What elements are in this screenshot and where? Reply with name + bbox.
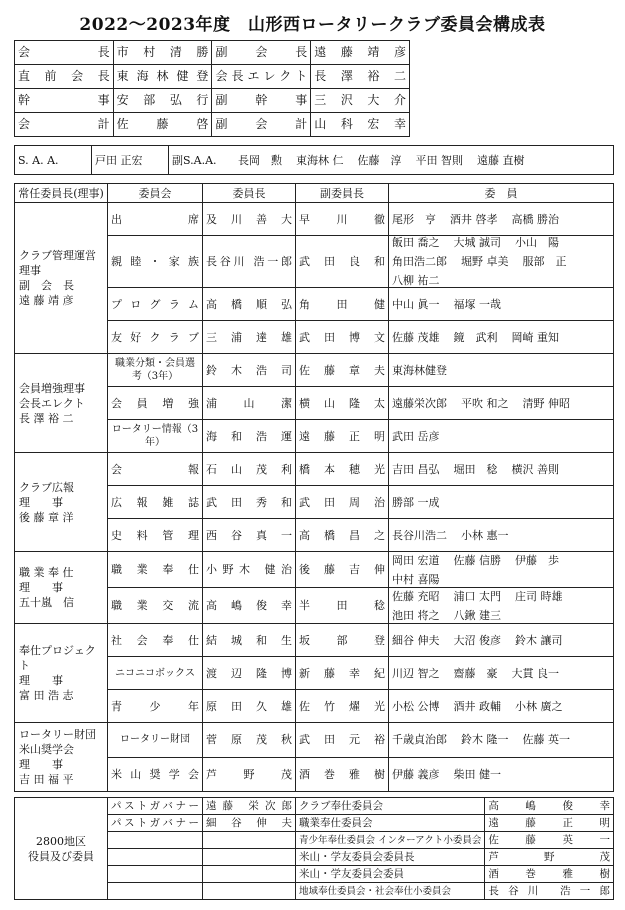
member-name: 平吹 和之 <box>461 396 509 410</box>
officer-role: 副会計 <box>212 113 311 137</box>
member-name: 千歳貞治郎 <box>392 733 447 747</box>
header-head: 委員長 <box>203 184 296 203</box>
member-name: 酒井 啓孝 <box>450 212 498 226</box>
chair-line: クラブ広報 <box>19 480 74 494</box>
committee-members <box>389 757 614 792</box>
district-name <box>203 883 296 900</box>
committee-row <box>15 723 614 758</box>
district-label <box>15 798 108 900</box>
officer-name: 東海林健登 <box>113 65 212 89</box>
committee-head: 高嶋俊幸 <box>203 588 296 624</box>
saa-chief: 戸田 正宏 <box>92 146 169 175</box>
member-list <box>392 667 610 680</box>
member-name: 小山 陽 <box>515 236 559 249</box>
member-name: 遠藤栄次郎 <box>392 396 447 410</box>
committee-vice: 武田周治 <box>296 486 389 519</box>
committee-name: 会員増強 <box>108 387 203 420</box>
committee-name: 会報 <box>108 453 203 486</box>
member-list <box>392 700 610 713</box>
committee-name: 史料管理 <box>108 519 203 552</box>
chair-cell <box>15 723 108 792</box>
district-committee: クラブ奉仕委員会 <box>296 798 485 815</box>
chair-cell <box>15 624 108 723</box>
district-title <box>108 832 203 849</box>
member-list <box>392 213 610 226</box>
officer-row <box>15 41 410 65</box>
saa-vice-members <box>235 146 614 175</box>
committee-name: ロータリー情報（3年） <box>108 420 203 453</box>
chair-cell <box>15 453 108 552</box>
committee-row <box>15 354 614 387</box>
member-name: 鈴木 讓司 <box>515 633 563 647</box>
district-person: 高嶋俊幸 <box>485 798 614 815</box>
committee-head: 芦野茂 <box>203 757 296 792</box>
chair-cell <box>15 203 108 354</box>
district-row <box>15 798 614 815</box>
district-title <box>108 883 203 900</box>
member-name: 堀田 稔 <box>453 462 498 476</box>
saa-vice-name: 平田 智則 <box>415 153 463 167</box>
district-name <box>203 849 296 866</box>
committee-vice: 武田博文 <box>296 321 389 354</box>
district-name <box>203 832 296 849</box>
chair-line: 副 会 長 <box>19 279 74 292</box>
header-members: 委 員 <box>389 184 614 203</box>
committee-vice: 横山隆太 <box>296 387 389 420</box>
officer-role: 幹事 <box>15 89 114 113</box>
member-list <box>392 364 610 377</box>
committee-vice: 高橋昌之 <box>296 519 389 552</box>
officer-role: 副会長 <box>212 41 311 65</box>
district-committee: 米山・学友委員会委員 <box>296 866 485 883</box>
committee-members <box>389 354 614 387</box>
committee-head: 渡辺隆博 <box>203 657 296 690</box>
committee-vice: 佐藤章夫 <box>296 354 389 387</box>
district-title <box>108 866 203 883</box>
district-person: 遠藤正明 <box>485 815 614 832</box>
committee-name: 広報雑誌 <box>108 486 203 519</box>
page-title: 2022～2023年度 山形西ロータリークラブ委員会構成表 <box>79 15 546 35</box>
committee-vice: 武田良和 <box>296 236 389 288</box>
member-name: 鏡 武利 <box>453 330 498 344</box>
committee-head: 菅原茂秋 <box>203 723 296 758</box>
member-list <box>392 463 610 476</box>
committee-vice: 半田稔 <box>296 588 389 624</box>
committee-members <box>389 588 614 624</box>
committee-table <box>14 183 614 792</box>
officer-role: 直前会長 <box>15 65 114 89</box>
officer-row <box>15 89 410 113</box>
officer-name: 安部弘行 <box>113 89 212 113</box>
member-name: 勝部 一成 <box>392 495 440 509</box>
member-name: 小林 惠一 <box>461 528 509 542</box>
chair-line: 会員増強理事 <box>19 381 85 395</box>
member-name: 中村 喜陽 <box>392 572 440 586</box>
chair-line: 理 事 <box>19 674 63 687</box>
district-name <box>203 866 296 883</box>
committee-head: 石山茂利 <box>203 453 296 486</box>
committee-members <box>389 657 614 690</box>
member-name: 細谷 伸夫 <box>392 633 440 647</box>
member-name: 川辺 智之 <box>392 666 440 680</box>
member-name: 角田浩二郎 <box>392 255 447 268</box>
committee-members <box>389 236 614 288</box>
member-name: 大貫 良一 <box>511 666 559 680</box>
committee-head: 西谷真一 <box>203 519 296 552</box>
saa-vice-label: 副S.A.A. <box>169 146 236 175</box>
committee-members <box>389 552 614 588</box>
committee-name: 職業交流 <box>108 588 203 624</box>
member-name: 大城 誠司 <box>453 236 501 249</box>
member-name: 吉田 昌弘 <box>392 462 440 476</box>
committee-head: 原田久雄 <box>203 690 296 723</box>
district-committee: 職業奉仕委員会 <box>296 815 485 832</box>
committee-vice: 遠藤正明 <box>296 420 389 453</box>
committee-head: 結城和生 <box>203 624 296 657</box>
committee-name: 職業奉仕 <box>108 552 203 588</box>
officer-role: 会長 <box>15 41 114 65</box>
officers-table <box>14 40 410 137</box>
chair-line: 理 事 <box>19 758 63 771</box>
committee-members <box>389 453 614 486</box>
officer-name: 遠藤靖彦 <box>311 41 410 65</box>
member-name: 鈴木 隆一 <box>461 733 509 747</box>
member-name: 池田 将之 <box>392 608 440 622</box>
committee-head: 武田秀和 <box>203 486 296 519</box>
committee-members <box>389 321 614 354</box>
member-name: 岡田 宏道 <box>392 553 440 567</box>
committee-members <box>389 624 614 657</box>
committee-row <box>15 203 614 236</box>
member-name: 尾形 亨 <box>392 212 436 226</box>
member-list <box>392 331 610 344</box>
member-name: 大沼 俊彦 <box>453 633 501 647</box>
saa-label: S. A. A. <box>18 153 59 167</box>
member-name: 佐藤 充昭 <box>392 589 440 603</box>
saa-vice-name: 長岡 勲 <box>238 153 282 167</box>
member-name: 飯田 喬之 <box>392 236 440 249</box>
member-name: 佐藤 英一 <box>522 733 570 747</box>
member-name: 高橋 勝治 <box>511 212 559 226</box>
chair-line: 五十嵐 信 <box>19 596 74 609</box>
member-list <box>392 430 610 443</box>
member-list <box>392 590 610 622</box>
officer-name: 佐藤啓 <box>113 113 212 137</box>
member-name: 服部 正 <box>522 255 567 268</box>
chair-line: クラブ管理運営理事 <box>19 249 96 277</box>
member-name: 堀野 卓美 <box>461 255 509 268</box>
committee-vice: 後藤吉伸 <box>296 552 389 588</box>
header-chair: 常任委員長(理事) <box>15 184 108 203</box>
member-name: 八鍬 建三 <box>453 608 501 622</box>
committee-members <box>389 519 614 552</box>
committee-members <box>389 723 614 758</box>
member-list <box>392 529 610 542</box>
committee-head: 鈴木浩司 <box>203 354 296 387</box>
member-name: 佐藤 信勝 <box>453 553 501 567</box>
officer-role: 会計 <box>15 113 114 137</box>
chair-cell <box>15 354 108 453</box>
chair-line: 奉仕プロジェクト <box>19 644 96 672</box>
committee-row <box>15 624 614 657</box>
chair-cell <box>15 552 108 624</box>
saa-table <box>14 145 614 175</box>
member-list <box>392 298 610 311</box>
committee-vice: 酒巻雅樹 <box>296 757 389 792</box>
member-name: 中山 眞一 <box>392 297 440 311</box>
committee-head: 浦山潔 <box>203 387 296 420</box>
member-name: 福塚 一哉 <box>453 297 501 311</box>
district-label-line: 役員及び委員 <box>28 849 94 863</box>
district-person: 佐藤英一 <box>485 832 614 849</box>
chair-line: 理 事 <box>19 581 63 594</box>
committee-row <box>15 453 614 486</box>
chair-line: 吉 田 福 平 <box>19 773 74 786</box>
district-committee: 米山・学友委員会委員長 <box>296 849 485 866</box>
saa-vice-name: 東海林 仁 <box>296 153 344 167</box>
member-list <box>392 397 610 410</box>
header-vice: 副委員長 <box>296 184 389 203</box>
district-name: 遠藤 栄次郎 <box>203 798 296 815</box>
member-list <box>392 634 610 647</box>
district-committee: 青少年奉仕委員会 インターアクト小委員会 <box>296 832 485 849</box>
chair-line: 後 藤 章 洋 <box>19 510 74 524</box>
committee-members <box>389 387 614 420</box>
chair-line: 理 事 <box>19 495 63 509</box>
member-name: 伊藤 義彦 <box>392 767 440 781</box>
chair-line: 会長エレクト <box>19 396 85 410</box>
committee-vice: 新藤幸紀 <box>296 657 389 690</box>
officer-name: 山科宏幸 <box>311 113 410 137</box>
district-person: 酒巻雅樹 <box>485 866 614 883</box>
chair-line: 富 田 浩 志 <box>19 689 74 702</box>
committee-name: ニコニコボックス <box>108 657 203 690</box>
committee-row <box>15 552 614 588</box>
committee-vice: 武田元裕 <box>296 723 389 758</box>
district-title: パストガバナー <box>108 815 203 832</box>
member-name: 伊藤 歩 <box>515 553 559 567</box>
committee-name: 親睦・家族 <box>108 236 203 288</box>
committee-head: 三浦達雄 <box>203 321 296 354</box>
member-list <box>392 496 610 509</box>
member-name: 小林 廣之 <box>515 699 563 713</box>
committee-name: 青少年 <box>108 690 203 723</box>
member-name: 小松 公博 <box>392 699 440 713</box>
committee-head: 海和浩運 <box>203 420 296 453</box>
officer-row <box>15 65 410 89</box>
committee-members <box>389 288 614 321</box>
district-person: 芦野茂 <box>485 849 614 866</box>
member-name: 齋藤 豪 <box>453 666 498 680</box>
member-name: 柴田 健一 <box>453 767 501 781</box>
district-committee: 地域奉仕委員会・社会奉仕小委員会 <box>296 883 485 900</box>
member-list <box>392 554 610 586</box>
committee-members <box>389 203 614 236</box>
member-list <box>392 768 610 781</box>
member-name: 武田 岳彦 <box>392 429 440 443</box>
member-name: 横沢 善則 <box>511 462 559 476</box>
header-committee: 委員会 <box>108 184 203 203</box>
chair-line: 遠 藤 靖 彦 <box>19 294 74 307</box>
committee-name: ロータリー財団 <box>108 723 203 758</box>
committee-vice: 角田健 <box>296 288 389 321</box>
committee-head: 長谷川 浩一郎 <box>203 236 296 288</box>
chair-line: 長 澤 裕 二 <box>19 411 74 425</box>
officer-role: 会長エレクト <box>212 65 311 89</box>
district-label-line: 2800地区 <box>36 834 86 848</box>
member-name: 浦口 太門 <box>453 589 501 603</box>
committee-vice: 佐竹燿光 <box>296 690 389 723</box>
district-name: 細谷伸夫 <box>203 815 296 832</box>
saa-vice-name: 佐藤 淳 <box>357 153 402 167</box>
saa-vice-name: 遠藤 直樹 <box>477 153 525 167</box>
committee-name: 出席 <box>108 203 203 236</box>
committee-name: 米山奨学会 <box>108 757 203 792</box>
member-name: 長谷川浩二 <box>392 528 447 542</box>
member-name: 東海林健登 <box>392 363 447 377</box>
member-list <box>392 236 610 287</box>
district-table <box>14 797 614 900</box>
committee-vice: 坂部登 <box>296 624 389 657</box>
officer-role: 副幹事 <box>212 89 311 113</box>
chair-line: 米山奨学会 <box>19 743 74 756</box>
officer-name: 長澤裕二 <box>311 65 410 89</box>
member-name: 佐藤 茂雄 <box>392 330 440 344</box>
member-list <box>392 733 610 746</box>
district-title <box>108 849 203 866</box>
chair-line: 職 業 奉 仕 <box>19 566 74 579</box>
committee-members <box>389 486 614 519</box>
district-title: パストガバナー <box>108 798 203 815</box>
committee-name: 職業分類・会員選考（3年） <box>108 354 203 387</box>
member-name: 酒井 政輔 <box>453 699 501 713</box>
officer-row <box>15 113 410 137</box>
member-name: 八柳 祐二 <box>392 274 440 287</box>
member-name: 庄司 時雄 <box>515 589 563 603</box>
district-person: 長谷川 浩一郎 <box>485 883 614 900</box>
officer-name: 三沢大介 <box>311 89 410 113</box>
committee-head: 高橋順弘 <box>203 288 296 321</box>
committee-name: 友好クラブ <box>108 321 203 354</box>
committee-name: 社会奉仕 <box>108 624 203 657</box>
officer-name: 市村清勝 <box>113 41 212 65</box>
committee-head: 小野木 健治 <box>203 552 296 588</box>
committee-vice: 橋本穂光 <box>296 453 389 486</box>
committee-name: プログラム <box>108 288 203 321</box>
chair-line: ロータリー財団 <box>19 728 96 741</box>
committee-members <box>389 420 614 453</box>
committee-members <box>389 690 614 723</box>
committee-vice: 早川徹 <box>296 203 389 236</box>
member-name: 岡崎 重知 <box>511 330 559 344</box>
member-name: 清野 伸昭 <box>522 396 570 410</box>
committee-head: 及川善大 <box>203 203 296 236</box>
